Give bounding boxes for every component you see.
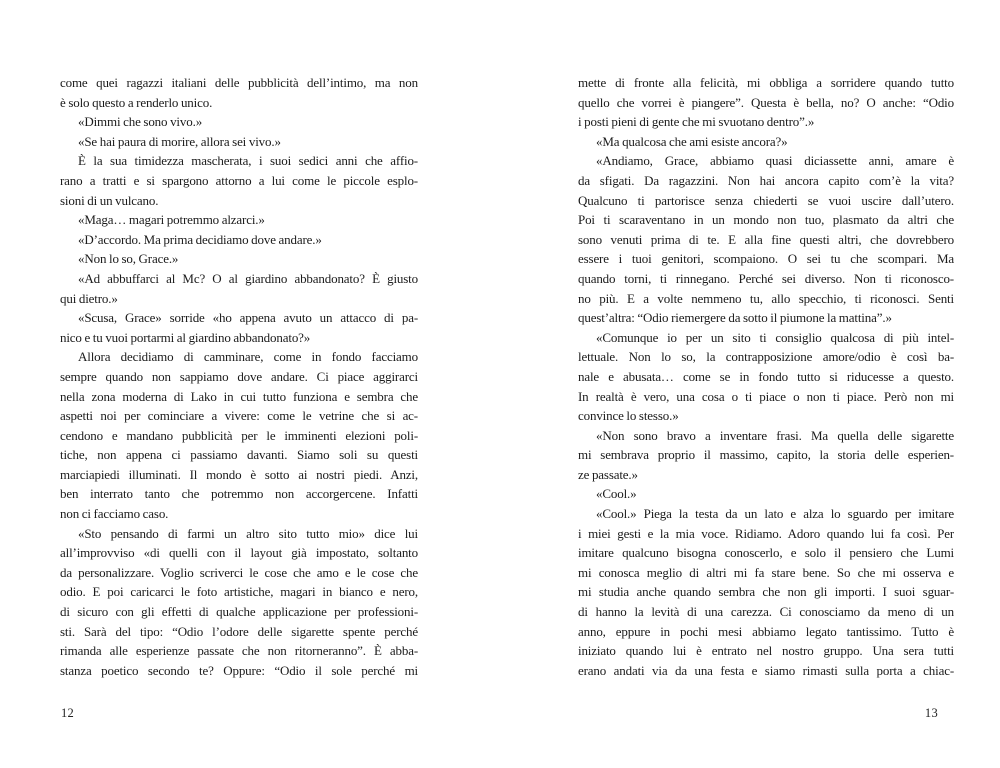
- text-line: rano a tratti e si spargono attorno a lui come le piccole esplo-: [60, 172, 418, 188]
- text-line: mi studia anche quando sembra che non gli importi. I suoi sguar-: [578, 584, 954, 600]
- text-line: È la sua timidezza mascherata, i suoi sedici anni che affio-: [78, 153, 418, 169]
- text-line: lettuale. Non lo so, la contrapposizione amore/odio è così ba-: [578, 349, 954, 365]
- text-line: cendono e mandano pubblicità per le imminenti elezioni poli-: [60, 427, 418, 443]
- text-line: di sicuro con gli effetti di qualche applicazione per professioni-: [60, 604, 418, 620]
- text-line: ben interrato tanto che potremmo non accorgercene. Infatti: [60, 486, 418, 502]
- text-line: In realtà è vero, una cosa o ti piace o non ti piace. Però non mi: [578, 388, 954, 404]
- page-number-left: 12: [61, 706, 75, 720]
- text-line: «Non sono bravo a inventare frasi. Ma quella delle sigarette: [596, 427, 954, 443]
- page-left: [60, 0, 418, 768]
- page-left-text: [60, 73, 418, 680]
- text-line: mi conosca meglio di altri mi fa stare bene. So che mi osserva e: [578, 564, 954, 580]
- text-line: aspetti noi per cominciare a vivere: come le vetrine che si ac-: [60, 408, 418, 424]
- text-line: marciapiedi illuminati. Il mondo è sotto ai nostri piedi. Anzi,: [60, 466, 418, 482]
- text-line: convince lo stesso.»: [578, 408, 679, 424]
- text-line: nale e abusata… come se in fondo tutto si riducesse a questo.: [578, 368, 954, 384]
- text-line: Qualcuno ti partorisce senza chiederti se vuoi uscire dall’utero.: [578, 192, 954, 208]
- text-line: «Ad abbuffarci al Mc? O al giardino abbandonato? È giusto: [78, 270, 418, 286]
- text-line: «D’accordo. Ma prima decidiamo dove andare.»: [78, 231, 322, 247]
- text-line: sempre quando non sappiamo dove andare. Ci piace aggirarci: [60, 368, 418, 384]
- text-line: stanza poetico secondo te? Oppure: “Odio il sole perché mi: [60, 662, 418, 678]
- page-number-right: 13: [924, 706, 938, 720]
- text-line: imitare qualcuno bisogna conoscerlo, e solo il pensiero che Lumi: [578, 545, 954, 561]
- text-line: è solo questo a renderlo unico.: [60, 94, 213, 110]
- text-line: «Non lo so, Grace.»: [78, 251, 179, 267]
- text-line: da personalizzare. Voglio scriverci le cose che amo e le cose che: [60, 564, 418, 580]
- text-line: rimanda alle esperienze passate che non ritorneranno”. È abba-: [60, 643, 418, 659]
- text-line: qui dietro.»: [60, 290, 118, 306]
- text-line: «Andiamo, Grace, abbiamo quasi diciassette anni, amare è: [596, 153, 954, 169]
- text-line: «Maga… magari potremmo alzarci.»: [78, 212, 265, 228]
- text-line: i miei gesti e la mia voce. Ridiamo. Adoro quando lui fa così. Per: [578, 525, 954, 541]
- text-line: sioni di un vulcano.: [60, 192, 159, 208]
- page-right: [578, 0, 954, 768]
- text-line: quest’altra: “Odio riemergere da sotto il piumone la mattina”.»: [578, 310, 892, 326]
- text-line: «Cool.» Piega la testa da un lato e alza lo sguardo per imitare: [596, 506, 954, 522]
- text-line: sti. Sarà del tipo: “Odio l’odore delle sigarette spente perché: [60, 623, 418, 639]
- text-line: all’improvviso «di quelli con il layout già impostato, soltanto: [60, 545, 418, 561]
- text-line: «Cool.»: [596, 486, 637, 502]
- text-line: «Ma qualcosa che ami esiste ancora?»: [596, 133, 788, 149]
- text-line: non ci facciamo caso.: [60, 506, 169, 522]
- text-line: i posti pieni di gente che mi svuotano dentro”.»: [578, 114, 815, 130]
- text-line: da sfigati. Da ragazzini. Non hai ancora capito com’è la vita?: [578, 172, 954, 188]
- text-line: nella zona moderna di Lako in cui tutto funziona e sembra che: [60, 388, 418, 404]
- text-line: no più. E a volte nemmeno tu, allo specchio, ti riconosci. Senti: [578, 290, 954, 306]
- text-line: sono venuti prima di te. E alla fine questi altri, che dovrebbero: [578, 231, 954, 247]
- text-line: quando torni, ti rinnegano. Perché sei diverso. Non ti riconosco-: [578, 270, 954, 286]
- text-line: «Scusa, Grace» sorride «ho appena avuto un attacco di pa-: [78, 310, 418, 326]
- text-line: quello che vorrei è piangere”. Questa è bella, no? O anche: “Odio: [578, 94, 954, 110]
- text-line: odio. E poi caricarci le foto artistiche, magari in bianco e nero,: [60, 584, 418, 600]
- text-line: tiche, non appena ci passiamo davanti. Siamo soli su questi: [60, 447, 418, 463]
- text-line: ze passate.»: [578, 466, 638, 482]
- text-line: di hanno la levità di una carezza. Ci conosciamo da meno di un: [578, 604, 954, 620]
- text-line: Allora decidiamo di camminare, come in fondo facciamo: [78, 349, 418, 365]
- text-line: «Dimmi che sono vivo.»: [78, 114, 203, 130]
- text-line: come quei ragazzi italiani delle pubblicità dell’intimo, ma non: [60, 75, 418, 90]
- text-line: essere i tuoi genitori, scompaiono. O sei tu che scompari. Ma: [578, 251, 954, 267]
- text-line: «Comunque io per un sito ti consiglio qualcosa di più intel-: [596, 329, 954, 345]
- text-line: mette di fronte alla felicità, mi obbliga a sorridere quando tutto: [578, 75, 954, 90]
- text-line: iniziato quando lui è entrato nel nostro gruppo. Una sera tutti: [578, 643, 954, 659]
- page-right-text: [578, 73, 954, 680]
- text-line: mi sembrava proprio il massimo, capito, la storia delle esperien-: [578, 447, 954, 463]
- text-line: «Se hai paura di morire, allora sei vivo.»: [78, 133, 281, 149]
- text-line: erano andati via da una festa e siamo rimasti sulla porta a chiac-: [578, 662, 954, 678]
- text-line: «Sto pensando di farmi un altro sito tutto mio» dice lui: [78, 525, 418, 541]
- text-line: Poi ti scaraventano in un mondo non tuo, plasmato da altri che: [578, 212, 954, 228]
- text-line: nico e tu vuoi portarmi al giardino abbandonato?»: [60, 329, 311, 345]
- text-line: anno, eppure in pochi mesi abbiamo legato tantissimo. Tutto è: [578, 623, 954, 639]
